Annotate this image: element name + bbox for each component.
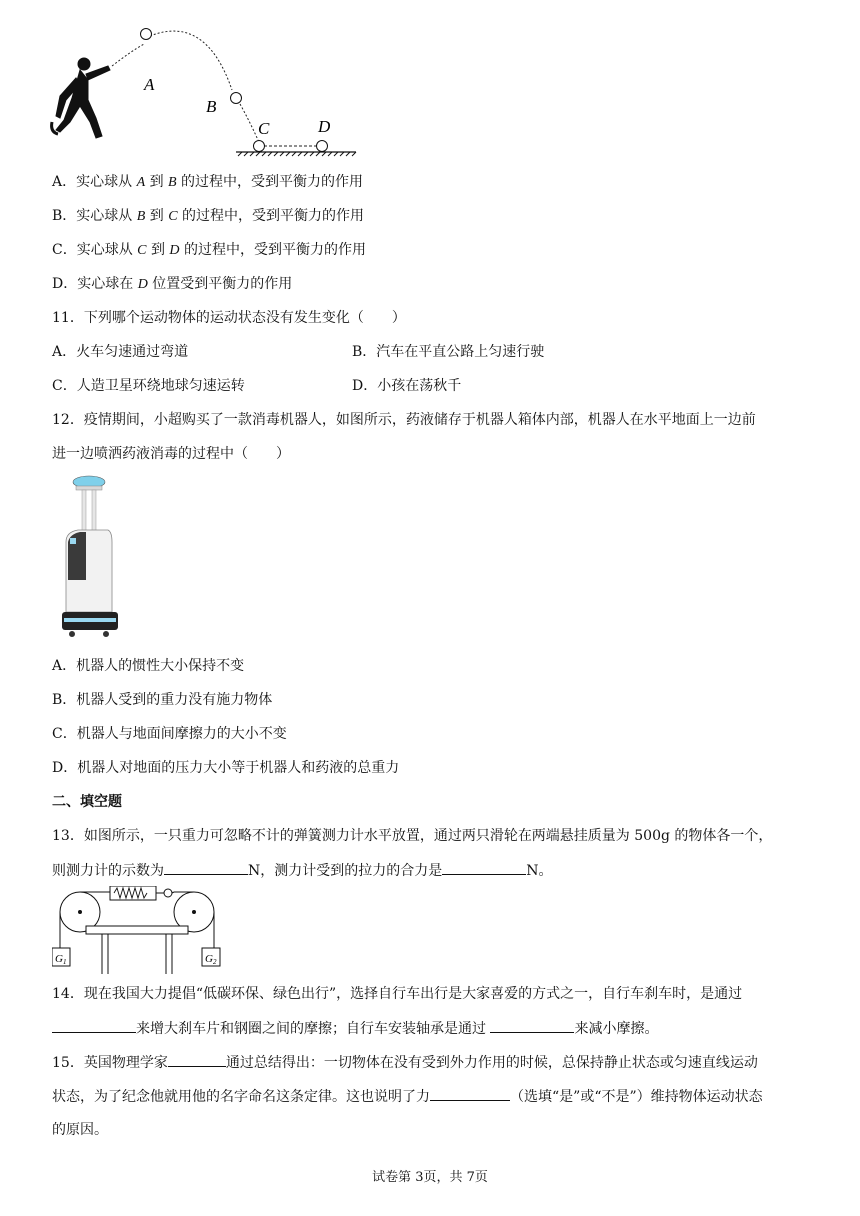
label-c: C [258,119,270,138]
q13-blank-2[interactable] [442,860,526,875]
q11-option-a: A．火车匀速通过弯道 [52,344,189,360]
q12-option-a: A．机器人的惯性大小保持不变 [52,658,245,674]
q12-option-c: C．机器人与地面间摩擦力的大小不变 [52,726,287,742]
q12-stem-line1: 12．疫情期间，小超购买了一款消毒机器人，如图所示，药液储存于机器人箱体内部，机器人在水平地面上一边前 [52,412,756,428]
ball-c [254,141,265,152]
label-b: B [206,97,217,116]
weight-g1-label: G1 [55,953,67,966]
q10-option-a: A．实心球从 A 到 B 的过程中，受到平衡力的作用 [52,174,364,190]
q13-line1: 13．如图所示，一只重力可忽略不计的弹簧测力计水平放置，通过两只滑轮在两端悬挂质量为 500g 的物体各一个， [52,828,773,844]
q15-line3: 的原因。 [52,1122,108,1138]
q13-blank-1[interactable] [164,860,248,875]
q10-option-d: D．实心球在 D 位置受到平衡力的作用 [52,276,293,292]
q13-line2: 则测力计的示数为 N，测力计受到的拉力的合力是 N。 [52,860,553,881]
q14-blank-2[interactable] [490,1018,574,1033]
q11-stem: 11．下列哪个运动物体的运动状态没有发生变化（ ） [52,310,406,326]
ball-b [231,93,242,104]
q14-blank-1[interactable] [52,1018,136,1033]
q14-line2: 来增大刹车片和钢圈之间的摩擦；自行车安装轴承是通过 来减小摩擦。 [52,1018,658,1039]
ball-d [317,141,328,152]
disinfection-robot-figure [56,472,122,644]
section-fill-in-heading: 二、填空题 [52,794,122,810]
shot-put-trajectory-figure [46,22,366,158]
q12-option-d: D．机器人对地面的压力大小等于机器人和药液的总重力 [52,760,400,776]
q12-option-b: B．机器人受到的重力没有施力物体 [52,692,273,708]
ball-a [141,29,152,40]
q11-option-b: B．汽车在平直公路上匀速行驶 [352,344,545,360]
q15-blank-2[interactable] [430,1086,510,1101]
q10-option-c: C．实心球从 C 到 D 的过程中，受到平衡力的作用 [52,242,366,258]
spring-scale-pulley-figure [52,886,222,974]
q15-blank-1[interactable] [168,1052,226,1067]
q11-option-d: D．小孩在荡秋千 [352,378,462,394]
q14-line1: 14．现在我国大力提倡“低碳环保、绿色出行”，选择自行车出行是大家喜爱的方式之一，自行车刹车时，是通过 [52,986,743,1002]
label-a: A [144,75,155,94]
q15-line2: 状态，为了纪念他就用他的名字命名这条定律。这也说明了力 （选填“是”或“不是”）维持物体运动状态 [52,1086,763,1107]
page-footer: 试卷第 3页，共 7页 [372,1170,488,1185]
athlete-figure [52,58,110,138]
label-d: D [318,117,331,136]
q12-stem-line2: 进一边喷洒药液消毒的过程中（ ） [52,446,290,462]
q15-line1: 15．英国物理学家 通过总结得出：一切物体在没有受到外力作用的时候，总保持静止状态或匀速直线运动 [52,1052,758,1073]
weight-g2-label: G2 [205,953,217,966]
q11-option-c: C．人造卫星环绕地球匀速运转 [52,378,245,394]
q10-option-b: B．实心球从 B 到 C 的过程中，受到平衡力的作用 [52,208,365,224]
